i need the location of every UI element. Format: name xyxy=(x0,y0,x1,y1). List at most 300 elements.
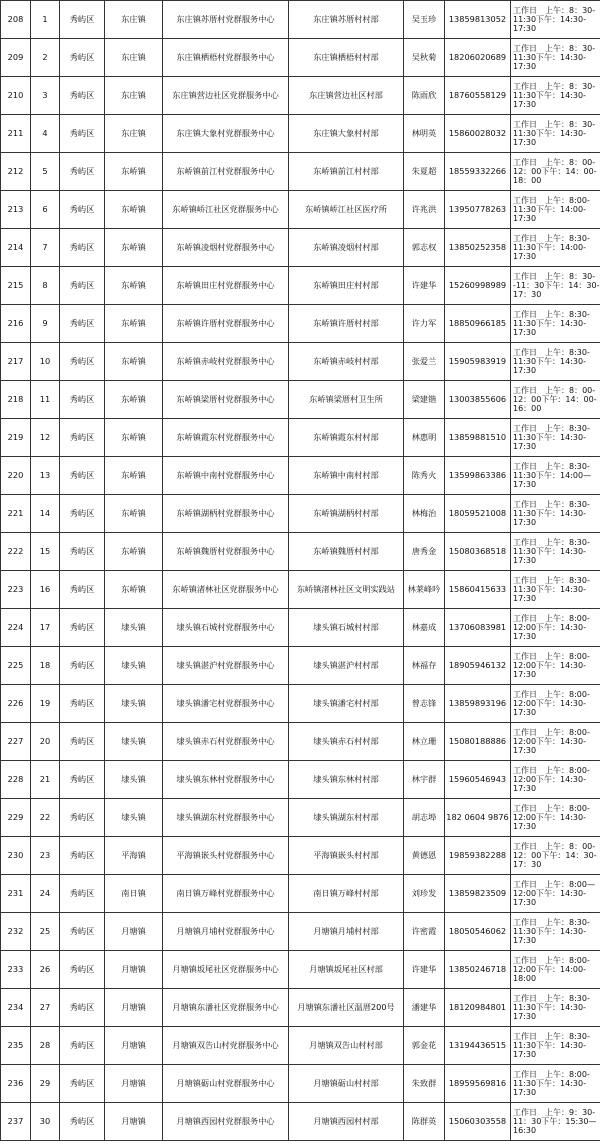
contact-cell: 朱夏超 xyxy=(404,153,445,191)
no-cell: 6 xyxy=(31,191,60,229)
contact-cell: 郭志权 xyxy=(404,229,445,267)
location-cell: 平海镇嵌头村村部 xyxy=(289,837,404,875)
no-cell: 16 xyxy=(31,571,60,609)
center-cell: 东庄镇大象村党群服务中心 xyxy=(163,115,289,153)
seq-cell: 222 xyxy=(1,533,31,571)
phone-cell: 18760558129 xyxy=(445,77,511,115)
contact-cell: 曾志锋 xyxy=(404,685,445,723)
no-cell: 17 xyxy=(31,609,60,647)
hours-cell: 工作日 上午：8：00-12：00下午：14：30-17：30 xyxy=(511,837,600,875)
location-cell: 月塘镇砺山村村部 xyxy=(289,1065,404,1103)
contact-cell: 许建华 xyxy=(404,267,445,305)
hours-cell: 工作日 上午：8:30-11:30下午：14:00—17:30 xyxy=(511,457,600,495)
district-cell: 秀屿区 xyxy=(60,305,105,343)
hours-cell: 工作日 上午：8:00—12:00下午：14:30-17:30 xyxy=(511,875,600,913)
seq-cell: 217 xyxy=(1,343,31,381)
phone-cell: 13950778263 xyxy=(445,191,511,229)
phone-cell: 15960546943 xyxy=(445,761,511,799)
hours-cell: 工作日 上午：8：00-12：00下午：14：00-16：00 xyxy=(511,381,600,419)
no-cell: 1 xyxy=(31,1,60,39)
center-cell: 东庄镇苏厝村党群服务中心 xyxy=(163,1,289,39)
town-cell: 东峤镇 xyxy=(105,229,163,267)
center-cell: 平海镇嵌头村党群服务中心 xyxy=(163,837,289,875)
phone-cell: 13859813052 xyxy=(445,1,511,39)
hours-cell: 工作日 上午：8:30-11:30下午：14:30-17:30 xyxy=(511,495,600,533)
no-cell: 30 xyxy=(31,1103,60,1141)
contact-cell: 刘珍发 xyxy=(404,875,445,913)
seq-cell: 219 xyxy=(1,419,31,457)
table-row xyxy=(1,951,600,989)
no-cell: 3 xyxy=(31,77,60,115)
table-row xyxy=(1,381,600,419)
phone-cell: 18206020689 xyxy=(445,39,511,77)
center-cell: 埭头镇东林村党群服务中心 xyxy=(163,761,289,799)
table-row xyxy=(1,115,600,153)
seq-cell: 235 xyxy=(1,1027,31,1065)
contact-cell: 张爱兰 xyxy=(404,343,445,381)
no-cell: 5 xyxy=(31,153,60,191)
district-cell: 秀屿区 xyxy=(60,381,105,419)
district-cell: 秀屿区 xyxy=(60,153,105,191)
seq-cell: 234 xyxy=(1,989,31,1027)
contact-cell: 许建华 xyxy=(404,951,445,989)
table-row xyxy=(1,761,600,799)
district-cell: 秀屿区 xyxy=(60,609,105,647)
town-cell: 东峤镇 xyxy=(105,533,163,571)
center-cell: 东峤镇峤江社区党群服务中心 xyxy=(163,191,289,229)
town-cell: 南日镇 xyxy=(105,875,163,913)
phone-cell: 13850252358 xyxy=(445,229,511,267)
phone-cell: 18050546062 xyxy=(445,913,511,951)
phone-cell: 18059521008 xyxy=(445,495,511,533)
hours-cell: 工作日 上午：8：30-11:30下午：14:30-17:30 xyxy=(511,115,600,153)
hours-cell: 工作日 上午：8：30--11：30下午：14：30-17：30 xyxy=(511,267,600,305)
table-row xyxy=(1,609,600,647)
hours-cell: 工作日 上午：8:30-11:30下午：14:30-17:30 xyxy=(511,533,600,571)
hours-cell: 工作日 上午：8:00-12:00下午：14:30-17:30 xyxy=(511,685,600,723)
table-row xyxy=(1,647,600,685)
town-cell: 东庄镇 xyxy=(105,77,163,115)
town-cell: 埭头镇 xyxy=(105,761,163,799)
hours-cell: 工作日 上午：8:30-11:30下午：14:30-17:30 xyxy=(511,913,600,951)
town-cell: 平海镇 xyxy=(105,837,163,875)
location-cell: 月塘镇双告山村村部 xyxy=(289,1027,404,1065)
seq-cell: 227 xyxy=(1,723,31,761)
seq-cell: 237 xyxy=(1,1103,31,1141)
no-cell: 21 xyxy=(31,761,60,799)
town-cell: 东峤镇 xyxy=(105,571,163,609)
district-cell: 秀屿区 xyxy=(60,951,105,989)
district-cell: 秀屿区 xyxy=(60,419,105,457)
no-cell: 12 xyxy=(31,419,60,457)
phone-cell: 13859881510 xyxy=(445,419,511,457)
location-cell: 东庄镇大象村村部 xyxy=(289,115,404,153)
location-cell: 东庄镇苏厝村村部 xyxy=(289,1,404,39)
center-cell: 月塘镇坂尾社区党群服务中心 xyxy=(163,951,289,989)
center-cell: 埭头镇石城村党群服务中心 xyxy=(163,609,289,647)
seq-cell: 208 xyxy=(1,1,31,39)
phone-cell: 18959569816 xyxy=(445,1065,511,1103)
hours-cell: 工作日 上午：9：30-11：30下午：15:30—16:30 xyxy=(511,1103,600,1141)
no-cell: 25 xyxy=(31,913,60,951)
contact-cell: 林福存 xyxy=(404,647,445,685)
table-row xyxy=(1,799,600,837)
town-cell: 东庄镇 xyxy=(105,39,163,77)
table-row xyxy=(1,989,600,1027)
center-cell: 埭头镇潘宅村党群服务中心 xyxy=(163,685,289,723)
location-cell: 埭头镇石城村村部 xyxy=(289,609,404,647)
no-cell: 26 xyxy=(31,951,60,989)
location-cell: 东峤镇中南村村部 xyxy=(289,457,404,495)
phone-cell: 182 0604 9876 xyxy=(445,799,511,837)
seq-cell: 231 xyxy=(1,875,31,913)
table-body xyxy=(1,1,600,1141)
hours-cell: 工作日 上午：8:30-11:30下午：14:30-17:30 xyxy=(511,305,600,343)
town-cell: 东庄镇 xyxy=(105,115,163,153)
table-row xyxy=(1,229,600,267)
town-cell: 月塘镇 xyxy=(105,989,163,1027)
contact-cell: 林立珊 xyxy=(404,723,445,761)
contact-cell: 林明英 xyxy=(404,115,445,153)
phone-cell: 13599863386 xyxy=(445,457,511,495)
phone-cell: 13003855606 xyxy=(445,381,511,419)
location-cell: 东峤镇田庄村村部 xyxy=(289,267,404,305)
table-row xyxy=(1,1,600,39)
district-cell: 秀屿区 xyxy=(60,343,105,381)
seq-cell: 214 xyxy=(1,229,31,267)
phone-cell: 13850246718 xyxy=(445,951,511,989)
phone-cell: 13859823509 xyxy=(445,875,511,913)
contact-cell: 朱致群 xyxy=(404,1065,445,1103)
table-row xyxy=(1,191,600,229)
contact-cell: 陈群英 xyxy=(404,1103,445,1141)
town-cell: 东峤镇 xyxy=(105,191,163,229)
no-cell: 29 xyxy=(31,1065,60,1103)
district-cell: 秀屿区 xyxy=(60,533,105,571)
center-cell: 东峤镇湖柄村党群服务中心 xyxy=(163,495,289,533)
center-cell: 南日镇万峰村党群服务中心 xyxy=(163,875,289,913)
seq-cell: 210 xyxy=(1,77,31,115)
contact-cell: 郭金花 xyxy=(404,1027,445,1065)
seq-cell: 213 xyxy=(1,191,31,229)
contact-cell: 林惠明 xyxy=(404,419,445,457)
seq-cell: 218 xyxy=(1,381,31,419)
table-row xyxy=(1,39,600,77)
location-cell: 东庄镇营边社区村部 xyxy=(289,77,404,115)
town-cell: 东峤镇 xyxy=(105,457,163,495)
no-cell: 10 xyxy=(31,343,60,381)
hours-cell: 工作日 上午：8:00-11:30下午：14:30-17:30 xyxy=(511,1065,600,1103)
center-cell: 东峤镇梁厝村党群服务中心 xyxy=(163,381,289,419)
table-row xyxy=(1,267,600,305)
town-cell: 东峤镇 xyxy=(105,495,163,533)
district-cell: 秀屿区 xyxy=(60,495,105,533)
phone-cell: 15080188886 xyxy=(445,723,511,761)
town-cell: 月塘镇 xyxy=(105,951,163,989)
district-cell: 秀屿区 xyxy=(60,723,105,761)
center-cell: 东庄镇营边社区党群服务中心 xyxy=(163,77,289,115)
location-cell: 埭头镇东林村村部 xyxy=(289,761,404,799)
phone-cell: 18850966185 xyxy=(445,305,511,343)
phone-cell: 18559332266 xyxy=(445,153,511,191)
town-cell: 月塘镇 xyxy=(105,913,163,951)
center-cell: 东峤镇前江村党群服务中心 xyxy=(163,153,289,191)
location-cell: 东峤镇渚林社区文明实践站 xyxy=(289,571,404,609)
district-cell: 秀屿区 xyxy=(60,191,105,229)
town-cell: 埭头镇 xyxy=(105,647,163,685)
contact-cell: 许密霞 xyxy=(404,913,445,951)
table-row xyxy=(1,1065,600,1103)
hours-cell: 工作日 上午：8:30-11:30下午：14:00-17:30 xyxy=(511,229,600,267)
seq-cell: 212 xyxy=(1,153,31,191)
contact-cell: 唐秀金 xyxy=(404,533,445,571)
table-row xyxy=(1,837,600,875)
table-row xyxy=(1,457,600,495)
contact-cell: 梁建锴 xyxy=(404,381,445,419)
contact-cell: 林梅治 xyxy=(404,495,445,533)
seq-cell: 228 xyxy=(1,761,31,799)
center-cell: 月塘镇砺山村党群服务中心 xyxy=(163,1065,289,1103)
contact-cell: 胡志埠 xyxy=(404,799,445,837)
table-row xyxy=(1,305,600,343)
location-cell: 月塘镇西园村村部 xyxy=(289,1103,404,1141)
town-cell: 东峤镇 xyxy=(105,419,163,457)
contact-cell: 林宇群 xyxy=(404,761,445,799)
no-cell: 14 xyxy=(31,495,60,533)
location-cell: 埭头镇潘宅村村部 xyxy=(289,685,404,723)
town-cell: 东峤镇 xyxy=(105,381,163,419)
seq-cell: 229 xyxy=(1,799,31,837)
hours-cell: 工作日 上午：8：00-12：00下午：14：00-18：00 xyxy=(511,153,600,191)
district-cell: 秀屿区 xyxy=(60,77,105,115)
town-cell: 东峤镇 xyxy=(105,343,163,381)
location-cell: 东峤镇梁厝村卫生所 xyxy=(289,381,404,419)
location-cell: 东峤镇霞东村村部 xyxy=(289,419,404,457)
seq-cell: 233 xyxy=(1,951,31,989)
no-cell: 11 xyxy=(31,381,60,419)
no-cell: 15 xyxy=(31,533,60,571)
location-cell: 东峤镇赤岐村村部 xyxy=(289,343,404,381)
seq-cell: 209 xyxy=(1,39,31,77)
phone-cell: 15860415633 xyxy=(445,571,511,609)
hours-cell: 工作日 上午：8:30-11:30下午：14:30-17:30 xyxy=(511,343,600,381)
district-cell: 秀屿区 xyxy=(60,1065,105,1103)
table-row xyxy=(1,1027,600,1065)
town-cell: 埭头镇 xyxy=(105,685,163,723)
center-cell: 东峤镇渚林社区党群服务中心 xyxy=(163,571,289,609)
no-cell: 23 xyxy=(31,837,60,875)
location-cell: 东峤镇湖柄村村部 xyxy=(289,495,404,533)
location-cell: 东峤镇魏厝村村部 xyxy=(289,533,404,571)
phone-cell: 13859893196 xyxy=(445,685,511,723)
hours-cell: 工作日 上午：8:00-12:00下午：14:00-18:00 xyxy=(511,951,600,989)
hours-cell: 工作日 上午：8:00-12:00下午：14:30-17:30 xyxy=(511,609,600,647)
table-row xyxy=(1,723,600,761)
hours-cell: 工作日 上午：8:00-12:00下午：14:30-17:30 xyxy=(511,761,600,799)
location-cell: 南日镇万峰村村部 xyxy=(289,875,404,913)
contact-cell: 许力军 xyxy=(404,305,445,343)
contact-cell: 陈雨欣 xyxy=(404,77,445,115)
district-cell: 秀屿区 xyxy=(60,913,105,951)
hours-cell: 工作日 上午：8:30-11:30下午：14:30-17:30 xyxy=(511,571,600,609)
hours-cell: 工作日 上午：8:30-11:30下午：14:30-17:30 xyxy=(511,1027,600,1065)
contact-cell: 吴秋菊 xyxy=(404,39,445,77)
table-row xyxy=(1,419,600,457)
no-cell: 28 xyxy=(31,1027,60,1065)
seq-cell: 211 xyxy=(1,115,31,153)
center-cell: 东峤镇凌烟村党群服务中心 xyxy=(163,229,289,267)
phone-cell: 15260998989 xyxy=(445,267,511,305)
center-cell: 东庄镇栖梧村党群服务中心 xyxy=(163,39,289,77)
contact-cell: 林莱峰吟 xyxy=(404,571,445,609)
seq-cell: 220 xyxy=(1,457,31,495)
hours-cell: 工作日 上午：8：30-11:30下午：14:30-17:30 xyxy=(511,77,600,115)
town-cell: 月塘镇 xyxy=(105,1065,163,1103)
district-cell: 秀屿区 xyxy=(60,647,105,685)
contact-cell: 林嘉成 xyxy=(404,609,445,647)
hours-cell: 工作日 上午：8：30-11:30下午：14:30-17:30 xyxy=(511,39,600,77)
seq-cell: 221 xyxy=(1,495,31,533)
location-cell: 埭头镇湛沪村村部 xyxy=(289,647,404,685)
no-cell: 9 xyxy=(31,305,60,343)
hours-cell: 工作日 上午：8：30-11:30下午：14:30-17:30 xyxy=(511,1,600,39)
town-cell: 埭头镇 xyxy=(105,609,163,647)
seq-cell: 216 xyxy=(1,305,31,343)
center-cell: 埭头镇赤石村党群服务中心 xyxy=(163,723,289,761)
center-cell: 东峤镇赤岐村党群服务中心 xyxy=(163,343,289,381)
hours-cell: 工作日 上午：8:00-11:30下午：14:00-17:30 xyxy=(511,191,600,229)
district-cell: 秀屿区 xyxy=(60,457,105,495)
district-cell: 秀屿区 xyxy=(60,989,105,1027)
no-cell: 4 xyxy=(31,115,60,153)
table-row xyxy=(1,1103,600,1141)
location-cell: 东峤镇峤江社区医疗所 xyxy=(289,191,404,229)
contact-cell: 许兆洪 xyxy=(404,191,445,229)
district-cell: 秀屿区 xyxy=(60,115,105,153)
contact-cell: 潘建华 xyxy=(404,989,445,1027)
no-cell: 24 xyxy=(31,875,60,913)
town-cell: 埭头镇 xyxy=(105,799,163,837)
location-cell: 月塘镇东潘社区温厝200号 xyxy=(289,989,404,1027)
phone-cell: 18120984801 xyxy=(445,989,511,1027)
contact-cell: 陈秀火 xyxy=(404,457,445,495)
phone-cell: 15080368518 xyxy=(445,533,511,571)
town-cell: 月塘镇 xyxy=(105,1103,163,1141)
no-cell: 13 xyxy=(31,457,60,495)
no-cell: 2 xyxy=(31,39,60,77)
hours-cell: 工作日 上午：8:00-12:00下午：14:30-17:30 xyxy=(511,647,600,685)
center-cell: 东峤镇魏厝村党群服务中心 xyxy=(163,533,289,571)
seq-cell: 236 xyxy=(1,1065,31,1103)
table-row xyxy=(1,571,600,609)
table-row xyxy=(1,533,600,571)
phone-cell: 18905946132 xyxy=(445,647,511,685)
location-cell: 埭头镇赤石村村部 xyxy=(289,723,404,761)
no-cell: 27 xyxy=(31,989,60,1027)
seq-cell: 215 xyxy=(1,267,31,305)
contact-cell: 吴玉珍 xyxy=(404,1,445,39)
district-cell: 秀屿区 xyxy=(60,267,105,305)
location-cell: 东峤镇许厝村村部 xyxy=(289,305,404,343)
phone-cell: 15060303558 xyxy=(445,1103,511,1141)
town-cell: 东峤镇 xyxy=(105,267,163,305)
location-cell: 月塘镇月埔村村部 xyxy=(289,913,404,951)
town-cell: 东庄镇 xyxy=(105,1,163,39)
center-cell: 埭头镇湖东村党群服务中心 xyxy=(163,799,289,837)
location-cell: 埭头镇湖东村村部 xyxy=(289,799,404,837)
seq-cell: 223 xyxy=(1,571,31,609)
center-cell: 月塘镇双告山村党群服务中心 xyxy=(163,1027,289,1065)
district-cell: 秀屿区 xyxy=(60,799,105,837)
seq-cell: 232 xyxy=(1,913,31,951)
table-row xyxy=(1,153,600,191)
phone-cell: 13194436515 xyxy=(445,1027,511,1065)
district-cell: 秀屿区 xyxy=(60,685,105,723)
table-row xyxy=(1,77,600,115)
center-cell: 月塘镇西园村党群服务中心 xyxy=(163,1103,289,1141)
no-cell: 7 xyxy=(31,229,60,267)
district-cell: 秀屿区 xyxy=(60,39,105,77)
contact-cell: 黄德恩 xyxy=(404,837,445,875)
location-cell: 东庄镇栖梧村村部 xyxy=(289,39,404,77)
location-cell: 东峤镇凌烟村村部 xyxy=(289,229,404,267)
table-row xyxy=(1,495,600,533)
hours-cell: 工作日 上午：8:30-11:30下午：14:30-17:30 xyxy=(511,419,600,457)
table-row xyxy=(1,343,600,381)
seq-cell: 230 xyxy=(1,837,31,875)
center-cell: 月塘镇月埔村党群服务中心 xyxy=(163,913,289,951)
center-cell: 东峤镇霞东村党群服务中心 xyxy=(163,419,289,457)
hours-cell: 工作日 上午：8:30-11:30下午：14:30-17:30 xyxy=(511,989,600,1027)
town-cell: 东峤镇 xyxy=(105,305,163,343)
district-cell: 秀屿区 xyxy=(60,761,105,799)
district-cell: 秀屿区 xyxy=(60,1027,105,1065)
center-cell: 东峤镇许厝村党群服务中心 xyxy=(163,305,289,343)
location-cell: 月塘镇坂尾社区村部 xyxy=(289,951,404,989)
town-cell: 东峤镇 xyxy=(105,153,163,191)
town-cell: 埭头镇 xyxy=(105,723,163,761)
phone-cell: 13706083981 xyxy=(445,609,511,647)
district-cell: 秀屿区 xyxy=(60,1103,105,1141)
phone-cell: 19859382288 xyxy=(445,837,511,875)
no-cell: 19 xyxy=(31,685,60,723)
no-cell: 18 xyxy=(31,647,60,685)
no-cell: 20 xyxy=(31,723,60,761)
no-cell: 22 xyxy=(31,799,60,837)
phone-cell: 15905983919 xyxy=(445,343,511,381)
table-row xyxy=(1,913,600,951)
seq-cell: 226 xyxy=(1,685,31,723)
hours-cell: 工作日 上午：8:00-12:00下午：14:30-17:30 xyxy=(511,723,600,761)
district-cell: 秀屿区 xyxy=(60,875,105,913)
seq-cell: 224 xyxy=(1,609,31,647)
district-cell: 秀屿区 xyxy=(60,229,105,267)
district-cell: 秀屿区 xyxy=(60,571,105,609)
center-cell: 埭头镇湛沪村党群服务中心 xyxy=(163,647,289,685)
no-cell: 8 xyxy=(31,267,60,305)
district-cell: 秀屿区 xyxy=(60,837,105,875)
table-row xyxy=(1,685,600,723)
town-cell: 月塘镇 xyxy=(105,1027,163,1065)
district-cell: 秀屿区 xyxy=(60,1,105,39)
center-cell: 月塘镇东潘社区党群服务中心 xyxy=(163,989,289,1027)
phone-cell: 15860028032 xyxy=(445,115,511,153)
center-cell: 东峤镇田庄村党群服务中心 xyxy=(163,267,289,305)
table-row xyxy=(1,875,600,913)
center-cell: 东峤镇中南村党群服务中心 xyxy=(163,457,289,495)
seq-cell: 225 xyxy=(1,647,31,685)
hours-cell: 工作日 上午：8:00-12:00下午：14:30-17:30 xyxy=(511,799,600,837)
